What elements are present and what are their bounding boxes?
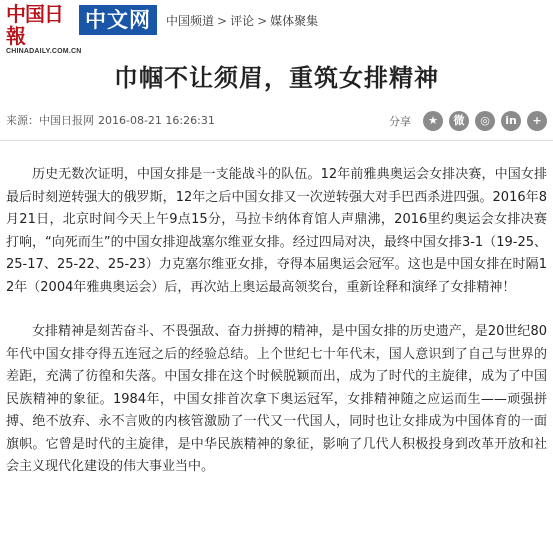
logo-chinese-text: 中国日報 — [6, 2, 63, 48]
share-weibo-icon[interactable]: 微 — [449, 111, 469, 131]
share-wechat-icon[interactable]: ◎ — [475, 111, 495, 131]
meta-divider — [0, 140, 553, 141]
breadcrumb-separator: > — [257, 14, 268, 28]
logo-english-text: CHINADAILY.COM.CN — [6, 48, 82, 55]
breadcrumb — [166, 13, 318, 29]
breadcrumb-separator: > — [217, 14, 228, 28]
share-label: 分享 — [389, 115, 411, 128]
article-body — [6, 164, 547, 479]
breadcrumb-china-channel[interactable]: 中国频道 — [166, 14, 215, 28]
article-paragraph-1: 历史无数次证明，中国女排是一支能战斗的队伍。12年前雅典奥运会女排决赛，中国女排最后时刻逆转强大的俄罗斯，12年之后中国女排又一次逆转强大对手巴西杀进四强。2016年8月21日，北京时间今天上午9点15分，马拉卡纳体育馆人声鼎沸，2016里约奥运会女排决赛打响，“向死而生”的中国女排迎战塞尔维亚女排。经过四局对决，最终中国女排3-1（19-25、25-17、25-22、25-23）力克塞尔维亚女排，夺得本届奥运会冠军。这也是中国女排在时隔12年（2004年雅典奥运会）后，再次站上奥运最高领奖台，重新诠释和演绎了女排精神！ — [6, 167, 547, 295]
article-timestamp: 2016-08-21 16:26:31 — [98, 114, 215, 127]
breadcrumb-media-focus[interactable]: 媒体聚集 — [270, 14, 319, 28]
breadcrumb-comment[interactable]: 评论 — [230, 14, 255, 28]
share-more-icon[interactable]: + — [527, 111, 547, 131]
article-paragraph-2: 女排精神是刻苦奋斗、不畏强敌、奋力拼搏的精神，是中国女排的历史遗产，是20世纪80年代中国女排夺得五连冠之后的经验总结。上个世纪七十年代末，国人意识到了自己与世界的差距，充满了彷徨和失落。中国女排在这个时候脱颖而出，成为了时代的主旋律，成为了中国民族精神的象征。1984年，中国女排首次拿下奥运冠军，女排精神随之应运而生——顽强拼搏、绝不放弃、永不言败的内核管激励了一代又一代国人，同时也让女排成为中国体育的一面旗帜。它曾是时代的主旋律，是中华民族精神的象征，影响了几代人积极投身到改革开放和社会主义现代化建设的伟大事业当中。 — [6, 324, 547, 474]
article-meta — [6, 113, 215, 129]
article-title: 巾帼不让须眉，重筑女排精神 — [114, 64, 439, 92]
article-source: 来源：中国日报网 — [6, 114, 94, 127]
share-linkedin-icon[interactable]: in — [501, 111, 521, 131]
chinadaily-logo[interactable] — [6, 2, 82, 55]
share-bar — [389, 109, 547, 133]
chinese-site-logo[interactable]: 中文网 — [79, 5, 157, 35]
site-header — [0, 0, 553, 55]
share-star-icon[interactable]: ★ — [423, 111, 443, 131]
